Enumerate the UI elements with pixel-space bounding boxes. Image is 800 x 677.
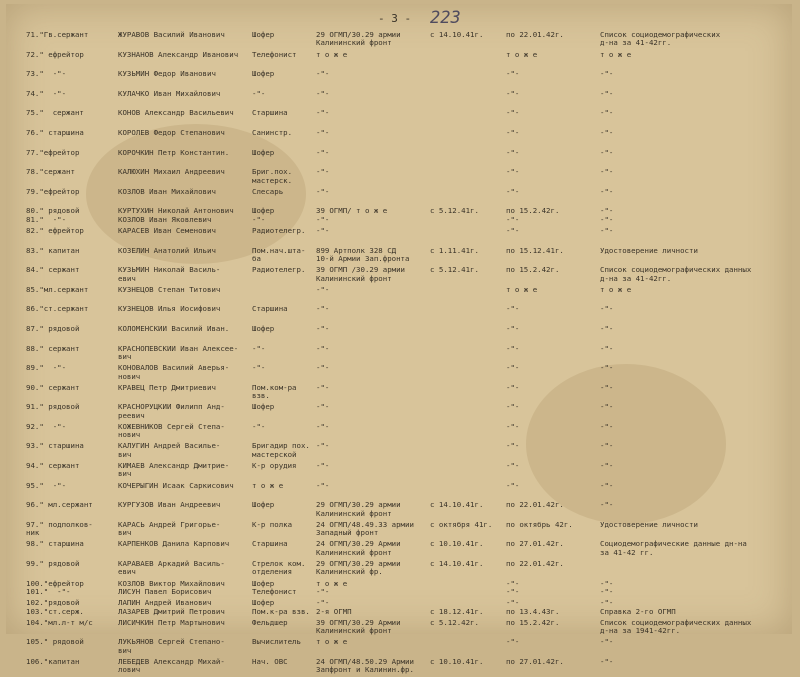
position-cell: К-р полка — [252, 520, 293, 529]
name-cell: КОНОВ Александр Васильевич — [118, 109, 234, 118]
document-cell: -"- — [600, 442, 614, 451]
table-row — [6, 481, 792, 501]
document-cell: т о ж е — [600, 50, 632, 59]
unit-cell: 24 ОГМП/48.50.29 Армии Запфронт и Калинин.фр. — [316, 658, 414, 675]
rank-cell: 99." рядовой — [26, 560, 80, 569]
position-cell: Слесарь — [252, 187, 284, 196]
position-cell: Фельдшер — [252, 618, 288, 627]
name-cell: КИМАЕВ Александр Дмитрие- вич — [118, 462, 230, 479]
date-to-cell: -"- -"- — [506, 579, 520, 597]
name-cell: КРАВЕЦ Петр Дмитриевич — [118, 383, 216, 392]
rank-cell: 96." мл.сержант — [26, 501, 93, 510]
name-cell: КОНОВАЛОВ Василий Аверья- нович — [118, 364, 230, 381]
table-row — [6, 285, 792, 305]
document-cell: -"- — [600, 658, 614, 666]
table-row — [6, 50, 792, 70]
position-cell: Пом.ком-ра взв. — [252, 383, 297, 401]
rank-cell: 97." подполков- ник — [26, 520, 93, 538]
name-cell: КОЗЛОВ Виктор Михайлович ЛИСУН Павел Борисович — [118, 579, 225, 597]
date-to-cell: -"- по 13.4.43г. — [506, 599, 560, 616]
name-cell: КРАСНОПЕВСКИЙ Иван Алексее- вич — [118, 344, 239, 361]
name-cell: КРАСНОРУЦКИЙ Филипп Анд- реевич — [118, 403, 225, 420]
name-cell: КАРАСЬ Андрей Григорье- вич — [118, 520, 221, 538]
date-to-cell: -"- — [506, 226, 520, 235]
rank-cell: 84." сержант — [26, 266, 80, 275]
document-cell: -"- — [600, 344, 614, 353]
unit-cell: 899 Артполк 328 СД 10-й Армии Зап.фронта — [316, 246, 410, 263]
rank-cell: 102."рядовой 103."ст.серж. — [26, 599, 84, 616]
position-cell: Старшина — [252, 540, 288, 549]
table-row — [6, 637, 792, 657]
unit-cell: -"- — [316, 403, 330, 412]
table-row — [6, 618, 792, 638]
unit-cell: т о ж е — [316, 50, 348, 59]
rank-cell: 98." старшина — [26, 540, 84, 549]
name-cell: КАРАВАЕВ Аркадий Василь- евич — [118, 560, 225, 577]
position-cell: т о ж е — [252, 481, 284, 490]
position-cell: Радиотелегр. — [252, 226, 306, 235]
document-cell: -"- -"- — [600, 207, 614, 224]
date-to-cell: по 15.12.41г. — [506, 246, 564, 255]
position-cell: Шофер — [252, 148, 275, 157]
unit-cell: -"- — [316, 148, 330, 157]
date-to-cell: -"- — [506, 481, 520, 490]
document-cell: т о ж е — [600, 285, 632, 294]
position-cell: Старшина — [252, 305, 288, 314]
date-to-cell: по 22.01.42г. — [506, 31, 564, 39]
document-cell: -"- — [600, 226, 614, 235]
date-from-cell: с октября 41г. — [430, 520, 493, 529]
name-cell: КОРОЛЕВ Федор Степанович — [118, 128, 225, 137]
rank-cell: 72." ефрейтор — [26, 50, 84, 59]
date-to-cell: -"- — [506, 168, 520, 177]
table-row — [6, 226, 792, 246]
rank-cell: 90." сержант — [26, 383, 80, 392]
position-cell: Вычислитель — [252, 638, 301, 647]
unit-cell: 24 ОГМП/48.49.33 армии Западный фронт — [316, 520, 414, 538]
document-cell: -"- — [600, 168, 614, 177]
position-cell: Шофер -"- — [252, 207, 275, 224]
unit-cell: -"- — [316, 109, 330, 118]
name-cell: КУЗНЕЦОВ Илья Иосифович — [118, 305, 221, 314]
date-from-cell: с 1.11.41г. — [430, 246, 479, 255]
date-from-cell: с 5.12.42г. — [430, 618, 479, 627]
position-cell: -"- — [252, 422, 266, 431]
document-cell: -"- — [600, 403, 614, 412]
position-cell: Пом.нач.шта- ба — [252, 246, 306, 263]
table-row — [6, 324, 792, 344]
position-cell: Стрелок ком. отделения — [252, 560, 306, 577]
date-from-cell: с 5.12.41г. — [430, 207, 479, 216]
unit-cell: -"- — [316, 187, 330, 196]
date-to-cell: по 15.2.42г. — [506, 618, 560, 627]
table-row — [6, 461, 792, 481]
rank-cell: 104."мл.л-т м/с — [26, 618, 93, 627]
unit-cell: 29 ОГМП/30.29 армии Калининский фр. — [316, 560, 401, 577]
position-cell: Шофер — [252, 403, 275, 412]
table-row — [6, 344, 792, 364]
name-cell: КАРАСЕВ Иван Семенович — [118, 226, 216, 235]
name-cell: ЛИСИЧКИН Петр Мартынович — [118, 618, 225, 627]
document-cell: Социодемографические данные дн-на за 41-42 гг. — [600, 540, 747, 557]
table-row — [6, 128, 792, 148]
date-to-cell: -"- — [506, 383, 520, 392]
document-cell: Список социодемографических д-на за 41-42гг. — [600, 31, 721, 48]
unit-cell: -"- — [316, 481, 330, 490]
name-cell: КАРПЕНКОВ Данила Карпович — [118, 540, 230, 549]
table-row — [6, 246, 792, 266]
position-cell: Шофер Телефонист — [252, 579, 297, 597]
unit-cell: 24 ОГМП/30.29 Армии Калининский фронт — [316, 540, 401, 557]
document-cell: -"- — [600, 462, 614, 471]
date-to-cell: по 22.01.42г. — [506, 501, 564, 510]
document-cell: -"- — [600, 422, 614, 431]
date-to-cell: -"- — [506, 148, 520, 157]
rank-cell: 77."ефрейтор — [26, 148, 80, 157]
date-to-cell: т о ж е — [506, 50, 538, 59]
name-cell: ЖУРАВОВ Василий Иванович — [118, 31, 225, 39]
document-cell: -"- — [600, 89, 614, 98]
unit-cell: -"- — [316, 422, 330, 431]
rank-cell: 91." рядовой — [26, 403, 80, 412]
date-from-cell: с 5.12.41г. — [430, 266, 479, 275]
document-cell: -"- — [600, 638, 614, 647]
date-from-cell: с 14.10.41г. — [430, 501, 484, 510]
table-row — [6, 167, 792, 187]
date-from-cell: с 10.10.41г. — [430, 540, 484, 549]
date-to-cell: -"- — [506, 344, 520, 353]
date-to-cell: по октябрь 42г. — [506, 520, 573, 529]
date-to-cell: по 22.01.42г. — [506, 560, 564, 569]
position-cell: Шофер — [252, 31, 275, 39]
position-cell: Шофер Пом.к-ра взв. — [252, 599, 310, 616]
date-to-cell: по 15.2.42г. — [506, 266, 560, 275]
name-cell: КУЗЬМИН Николай Василь- евич — [118, 266, 221, 283]
document-cell: Удостоверение личности — [600, 520, 698, 529]
rank-cell: 74." -"- — [26, 89, 67, 98]
document-cell: -"- — [600, 128, 614, 137]
table-row — [6, 265, 792, 285]
table-row — [6, 500, 792, 520]
table-row — [6, 148, 792, 168]
name-cell: КОЖЕВНИКОВ Сергей Степа- нович — [118, 422, 225, 440]
unit-cell: -"- — [316, 305, 330, 314]
name-cell: КУРТУХИН Николай Антонович КОЗЛОВ Иван Яковлевич — [118, 207, 234, 224]
date-to-cell: -"- — [506, 403, 520, 412]
rank-cell: 79."ефрейтор — [26, 187, 80, 196]
personnel-list — [6, 30, 792, 677]
unit-cell: т о ж е -"- — [316, 579, 348, 597]
document-cell: -"- — [600, 70, 614, 79]
table-row — [6, 304, 792, 324]
rank-cell: 92." -"- — [26, 422, 67, 431]
name-cell: ЛУКЬЯНОВ Сергей Степано- вич — [118, 638, 225, 655]
date-to-cell: -"- — [506, 305, 520, 314]
page-number: - 3 - — [378, 12, 412, 25]
table-row — [6, 383, 792, 403]
unit-cell: 29 ОГМП/30.29 армии Калининский фронт — [316, 31, 401, 48]
date-to-cell: по 27.01.42г. — [506, 658, 564, 666]
document-cell: -"- — [600, 383, 614, 392]
name-cell: ЛАПИН Андрей Иванович ЛАЗАРЕВ Дмитрий Петрович — [118, 599, 225, 616]
name-cell: КОРОЧКИН Петр Константин. — [118, 148, 230, 157]
table-row — [6, 30, 792, 50]
document-cell: -"- — [600, 501, 614, 510]
position-cell: Радиотелегр. — [252, 266, 306, 275]
position-cell: Бриг.пох. мастерск. — [252, 168, 293, 185]
unit-cell: 39 ОГМП/ т о ж е -"- — [316, 207, 388, 224]
name-cell: КУРГУЗОВ Иван Андреевич — [118, 501, 221, 510]
date-to-cell: -"- — [506, 187, 520, 196]
rank-cell: 93." старшина — [26, 442, 84, 451]
unit-cell: 39 ОГМП/30.29 Армии Калининский фронт — [316, 618, 401, 636]
document-cell: -"- Справка 2-го ОГМП — [600, 599, 676, 616]
date-from-cell: с 10.10.41г. — [430, 658, 484, 666]
unit-cell: -"- — [316, 364, 330, 373]
position-cell: -"- — [252, 344, 266, 353]
date-to-cell: -"- — [506, 442, 520, 451]
date-to-cell: -"- — [506, 128, 520, 137]
date-to-cell: т о ж е — [506, 285, 538, 294]
date-from-cell: с 14.10.41г. — [430, 31, 484, 39]
document-cell: -"- — [600, 305, 614, 314]
position-cell: Бригадир пох. мастерской — [252, 442, 310, 459]
table-row — [6, 520, 792, 540]
table-row — [6, 579, 792, 599]
name-cell: ЛЕБЕДЕВ Александр Михай- лович — [118, 658, 225, 675]
rank-cell: 71."Гв.сержант — [26, 31, 89, 39]
rank-cell: 87." рядовой — [26, 324, 80, 333]
rank-cell: 78."сержант — [26, 168, 75, 177]
rank-cell: 76." старшина — [26, 128, 84, 137]
rank-cell: 75." сержант — [26, 109, 84, 118]
document-cell: -"- — [600, 109, 614, 118]
handwritten-page-number: 223 — [430, 8, 461, 28]
table-row — [6, 441, 792, 461]
date-to-cell: -"- — [506, 364, 520, 373]
unit-cell: -"- — [316, 344, 330, 353]
unit-cell: 39 ОГМП /30.29 армии Калининский фронт — [316, 266, 405, 283]
rank-cell: 80." рядовой 81." -"- — [26, 207, 80, 224]
table-row — [6, 187, 792, 207]
rank-cell: 94." сержант — [26, 462, 80, 471]
rank-cell: 85."мл.сержант — [26, 285, 89, 294]
date-to-cell: -"- — [506, 462, 520, 471]
document-cell: Удостоверение личности — [600, 246, 698, 255]
position-cell: К-р орудия — [252, 462, 297, 471]
unit-cell: -"- 2-я ОГМП — [316, 599, 352, 616]
unit-cell: -"- — [316, 128, 330, 137]
document-cell: -"- -"- — [600, 579, 614, 597]
document-cell: Список социодемографических данных д-на за 41-42гг. — [600, 266, 752, 283]
date-to-cell: -"- — [506, 638, 520, 647]
unit-cell: -"- — [316, 285, 330, 294]
position-cell: Шофер — [252, 324, 275, 333]
rank-cell: 88." сержант — [26, 344, 80, 353]
rank-cell: 73." -"- — [26, 70, 67, 79]
table-row — [6, 657, 792, 677]
date-to-cell: -"- — [506, 422, 520, 431]
position-cell: Старшина — [252, 109, 288, 118]
unit-cell: -"- — [316, 462, 330, 471]
date-to-cell: -"- — [506, 109, 520, 118]
unit-cell: -"- — [316, 383, 330, 392]
date-to-cell: -"- — [506, 324, 520, 333]
name-cell: КУЗЬМИН Федор Иванович — [118, 70, 216, 79]
unit-cell: -"- — [316, 226, 330, 235]
date-to-cell: -"- — [506, 70, 520, 79]
position-cell: -"- — [252, 364, 266, 373]
name-cell: КОЛОМЕНСКИЙ Василий Иван. — [118, 324, 230, 333]
position-cell: Телефонист — [252, 50, 297, 59]
table-row — [6, 108, 792, 128]
document-page — [6, 4, 792, 675]
document-cell: -"- — [600, 364, 614, 373]
position-cell: Нач. ОВС — [252, 658, 288, 666]
table-row — [6, 89, 792, 109]
unit-cell: т о ж е — [316, 638, 348, 647]
unit-cell: -"- — [316, 442, 330, 451]
table-row — [6, 422, 792, 442]
table-row — [6, 206, 792, 226]
table-row — [6, 539, 792, 559]
table-row — [6, 69, 792, 89]
name-cell: КУЛАЧКО Иван Михайлович — [118, 89, 221, 98]
table-row — [6, 402, 792, 422]
rank-cell: 106."капитан — [26, 658, 80, 666]
unit-cell: 29 ОГМП/30.29 армии Калининский фронт — [316, 501, 401, 518]
table-row — [6, 363, 792, 383]
position-cell: Шофер — [252, 70, 275, 79]
document-cell: Список социодемографических данных д-на за 1941-42гг. — [600, 618, 752, 636]
name-cell: КАЛЮХИН Михаил Андреевич — [118, 168, 225, 177]
date-from-cell: с 14.10.41г. — [430, 560, 484, 569]
document-cell: -"- — [600, 324, 614, 333]
rank-cell: 83." капитан — [26, 246, 80, 255]
rank-cell: 105." рядовой — [26, 638, 84, 647]
unit-cell: -"- — [316, 168, 330, 177]
document-cell: -"- — [600, 148, 614, 157]
rank-cell: 100."ефрейтор 101." -"- — [26, 579, 84, 597]
document-cell: -"- — [600, 187, 614, 196]
date-from-cell: с 18.12.41г. — [430, 606, 484, 616]
date-to-cell: по 27.01.42г. — [506, 540, 564, 549]
name-cell: КОЗЕЛИН Анатолий Ильич — [118, 246, 216, 255]
table-row — [6, 559, 792, 579]
table-row — [6, 598, 792, 618]
unit-cell: -"- — [316, 70, 330, 79]
position-cell: Шофер — [252, 501, 275, 510]
name-cell: КОЧЕРЫГИН Исаак Саркисович — [118, 481, 234, 490]
document-cell: -"- — [600, 481, 614, 490]
rank-cell: 95." -"- — [26, 481, 67, 490]
rank-cell: 86."ст.сержант — [26, 305, 89, 314]
position-cell: -"- — [252, 89, 266, 98]
name-cell: КУЗНЕЦОВ Степан Титович — [118, 285, 221, 294]
rank-cell: 82." ефрейтор — [26, 226, 84, 235]
unit-cell: -"- — [316, 324, 330, 333]
rank-cell: 89." -"- — [26, 364, 67, 373]
name-cell: КУЗНАНОВ Александр Иванович — [118, 50, 239, 59]
date-to-cell: -"- — [506, 89, 520, 98]
unit-cell: -"- — [316, 89, 330, 98]
name-cell: КОЗЛОВ Иван Михайлович — [118, 187, 216, 196]
name-cell: КАЛУГИН Андрей Василье- вич — [118, 442, 221, 459]
date-to-cell: по 15.2.42г. -"- — [506, 207, 560, 224]
position-cell: Санинстр. — [252, 128, 293, 137]
